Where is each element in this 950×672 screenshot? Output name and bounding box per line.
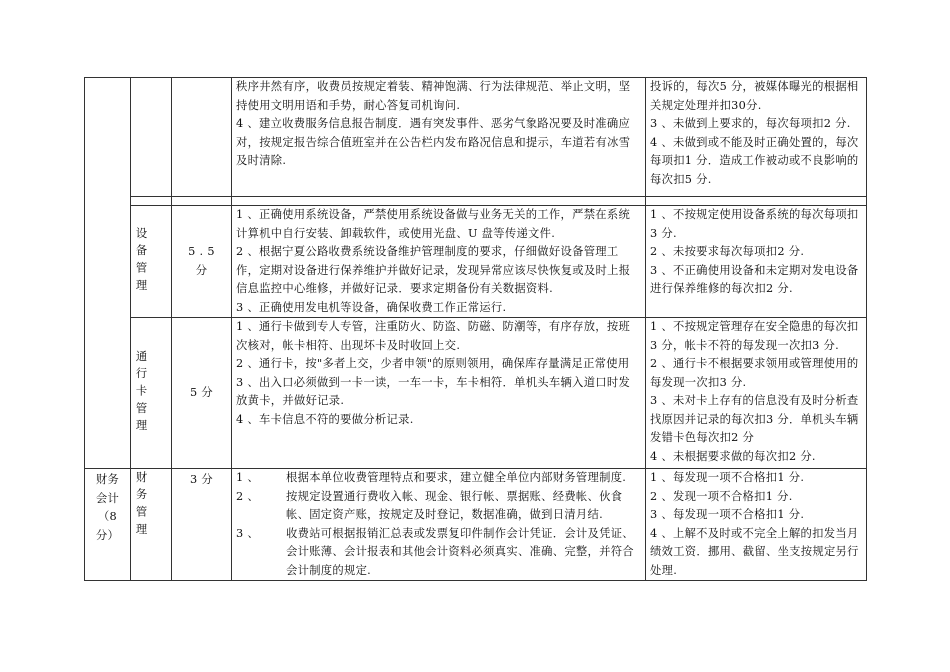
table-row — [85, 206, 867, 318]
content-item — [236, 469, 641, 488]
content-line: 3 、出入口必须做到一卡一读，一车一卡，车卡相符．单机头车辆入道口时发放黄卡，并做好记录. — [236, 375, 631, 407]
content-cell — [232, 206, 646, 318]
criteria-cell — [646, 78, 867, 197]
content-line: 1 、正确使用系统设备，严禁使用系统设备做与业务无关的工作，严禁在系统计算机中自行安装、卸载软件，或使用光盘、U 盘等传递文件. — [236, 208, 631, 240]
score-cell — [172, 469, 232, 581]
criteria-line: 3 、未对卡上存有的信息没有及时分析查找原因并记录的每次扣3 分．单机头车辆发错卡色每次扣2 分 — [650, 394, 859, 444]
subcategory-cell — [131, 318, 172, 469]
content-cell — [232, 318, 646, 469]
criteria-line: 1 、每发现一项不合格扣1 分. — [650, 471, 805, 484]
criteria-line: 3 、不正确使用设备和未定期对发电设备进行保养维修的每次扣2 分. — [650, 263, 859, 295]
subcategory-label: 设备管理 — [134, 226, 148, 297]
category-label-line: （8 — [97, 510, 118, 523]
content-line: 3 、正确使用发电机等设备，确保收费工作正常运行. — [236, 300, 507, 314]
item-text: 按规定设置通行费收入帐、现金、银行帐、票据账、经费帐、伙食帐、固定资产账，按规定及时登记，数据准确，做到日清月结. — [286, 489, 623, 521]
criteria-line: 4 、未做到或不能及时正确处置的，每次每项扣1 分．造成工作被动或不良影响的每次扣5 分. — [650, 135, 859, 186]
category-cell — [85, 469, 131, 581]
score-cell — [172, 78, 232, 197]
score-label: 3 分 — [190, 473, 213, 486]
table-row — [85, 318, 867, 469]
subcategory-cell — [131, 206, 172, 318]
subcategory-cell — [131, 78, 172, 197]
criteria-line: 投诉的，每次5 分，被媒体曝光的根据相关规定处理并扣30分. — [650, 80, 859, 112]
criteria-cell — [646, 206, 867, 318]
content-item — [236, 525, 641, 581]
content-line: 1 、通行卡做到专人专管，注重防火、防盗、防磁、防潮等，有序存放，按班次核对，帐卡相符、出现坏卡及时收回上交. — [236, 320, 631, 352]
content-line: 2 、通行卡，按"多者上交，少者申领"的原则领用，确保库存量满足正常使用 — [236, 357, 630, 370]
subcategory-label: 通行卡管理 — [134, 349, 148, 437]
item-text: 根据本单位收费管理特点和要求，建立健全单位内部财务管理制度. — [286, 471, 627, 484]
assessment-table — [84, 77, 867, 581]
category-label-line: 财务 — [95, 473, 120, 486]
criteria-line: 2 、通行卡不根据要求领用或管理使用的每发现一次扣3 分. — [650, 357, 859, 389]
item-number: 2 、 — [236, 489, 259, 503]
score-label: 5 分 — [190, 385, 213, 399]
content-line: 秩序井然有序，收费员按规定着装、精神饱满、行为法律规范、举止文明，坚持使用文明用语和手势，耐心答复司机询问. — [236, 80, 631, 112]
subcategory-cell — [131, 469, 172, 581]
criteria-line: 2 、发现一项不合格扣1 分. — [650, 489, 793, 503]
category-cell — [85, 78, 131, 469]
content-cell — [232, 469, 646, 581]
table-row — [85, 78, 867, 197]
criteria-line: 4 、上解不及时或不完全上解的扣发当月绩效工资．挪用、截留、坐支按规定另行处理. — [650, 526, 859, 577]
criteria-line: 1 、不按规定管理存在安全隐患的每次扣3 分，帐卡不符的每发现一次扣3 分. — [650, 320, 859, 352]
table-row — [85, 469, 867, 581]
score-label: 5 . 5 分 — [188, 245, 215, 277]
item-text: 收费站可根据报销汇总表或发票复印件制作会计凭证．会计及凭证、会计账薄、会计报表和其他会计资料必须真实、准确、完整，并符合会计制度的规定. — [286, 526, 634, 577]
criteria-line: 1 、不按规定使用设备系统的每次每项扣3 分. — [650, 208, 859, 240]
category-label-line: 分） — [95, 528, 120, 542]
content-cell — [232, 78, 646, 197]
score-cell — [172, 318, 232, 469]
spacer-row — [85, 197, 867, 206]
criteria-cell — [646, 318, 867, 469]
criteria-cell — [646, 469, 867, 581]
subcategory-label: 财务管理 — [134, 471, 148, 541]
content-item — [236, 488, 641, 525]
content-line: 4 、车卡信息不符的要做分析记录. — [236, 412, 414, 426]
criteria-line: 3 、每发现一项不合格扣1 分. — [650, 508, 805, 521]
content-line: 4 、建立收费服务信息报告制度．遇有突发事件、恶劣气象路况要及时准确应对，按规定报告综合值班室并在公告栏内发布路况信息和提示，车道若有冰雪及时清除. — [236, 117, 631, 167]
criteria-line: 3 、未做到上要求的，每次每项扣2 分. — [650, 117, 851, 130]
category-label-line: 会计 — [95, 491, 120, 505]
criteria-line: 2 、未按要求每次每项扣2 分. — [650, 245, 805, 258]
item-number: 3 、 — [236, 526, 259, 540]
score-cell — [172, 206, 232, 318]
criteria-line: 4 、未根据要求做的每次扣2 分. — [650, 449, 816, 463]
content-line: 2 、根据宁夏公路收费系统设备维护管理制度的要求，仔细做好设备管理工作，定期对设备进行保养维护并做好记录，发现异常应该尽快恢复或及时上报信息监控中心维修，并做好记录．要求定期备份有关数据资料. — [236, 245, 631, 295]
item-number: 1 、 — [236, 471, 259, 484]
